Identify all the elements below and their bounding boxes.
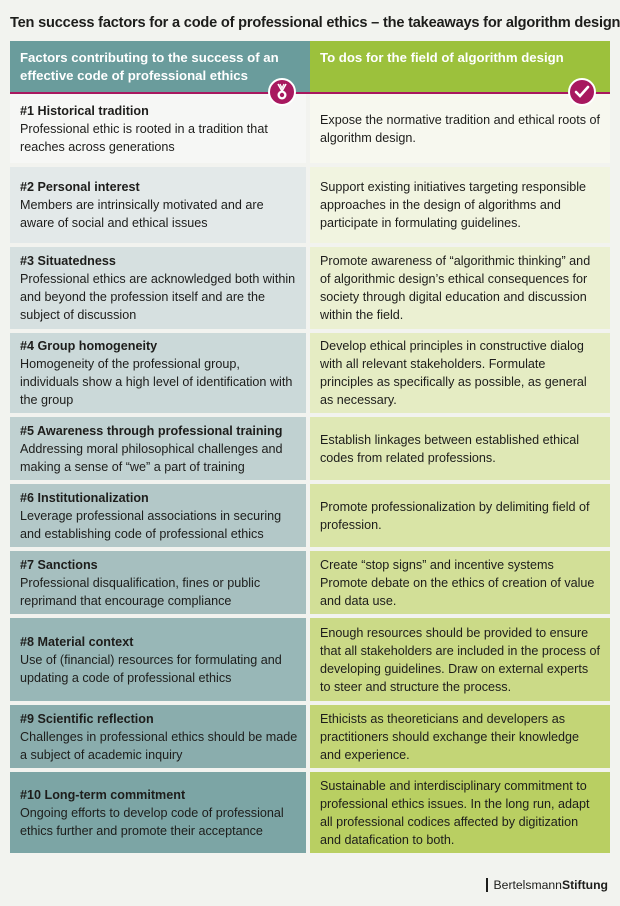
- factor-cell: [10, 551, 310, 618]
- medal-icon: [268, 78, 296, 106]
- brand-bold: Stiftung: [561, 878, 608, 892]
- factor-cell: [10, 484, 310, 551]
- factor-cell: [10, 247, 310, 333]
- factor-title: #6 Institutionalization: [20, 490, 149, 505]
- todo-text: Ethicists as theoreticians and developers as practitioners should exchange their knowledge and experience.: [320, 711, 580, 762]
- factor-description: Challenges in professional ethics should be made a subject of academic inquiry: [20, 729, 298, 762]
- factor-title: #4 Group homogeneity: [20, 339, 158, 353]
- factor-title: #9 Scientific reflection: [20, 711, 154, 726]
- factor-description: Leverage professional associations in securing and establishing code of professional ethics: [20, 508, 282, 541]
- factor-title: #8 Material context: [20, 634, 134, 649]
- todo-text: Create “stop signs” and incentive systems Promote debate on the ethics of creation of value and data use.: [320, 557, 595, 608]
- header-todos: [310, 41, 610, 92]
- page-title: Ten success factors for a code of professional ethics – the takeaways for algorithm design: [10, 15, 620, 31]
- todo-cell: [310, 94, 610, 167]
- todo-cell: [310, 772, 610, 857]
- todo-text: Promote professionalization by delimiting field of profession.: [320, 499, 590, 532]
- todo-cell: [310, 618, 610, 705]
- factor-description: Addressing moral philosophical challenges and making a sense of “we” a part of training: [20, 441, 283, 474]
- logo-bar: [486, 878, 488, 892]
- todo-text: Promote awareness of “algorithmic thinking” and of algorithmic design’s ethical consequences for society through digital education and discussion within the field.: [320, 254, 591, 322]
- factor-description: Professional ethic is rooted in a tradition that reaches across generations: [20, 121, 268, 154]
- factor-description: Professional ethics are acknowledged both within and beyond the profession itself and are the subject of discussion: [20, 272, 296, 322]
- factor-description: Use of (financial) resources for formulating and updating a code of professional ethics: [20, 652, 282, 685]
- factor-cell: [10, 167, 310, 247]
- factor-title: #1 Historical tradition: [20, 103, 149, 118]
- factor-cell: [10, 333, 310, 417]
- factor-title: #10 Long-term commitment: [20, 787, 186, 802]
- factor-title: #2 Personal interest: [20, 180, 140, 194]
- checkmark-icon: [568, 78, 596, 106]
- header-todos-label: To dos for the field of algorithm design: [320, 50, 564, 65]
- publisher-logo: [486, 878, 608, 892]
- factor-cell: [10, 417, 310, 484]
- factor-description: Members are intrinsically motivated and are aware of social and ethical issues: [20, 198, 264, 230]
- factor-title: #5 Awareness through professional training: [20, 423, 283, 438]
- todo-text: Sustainable and interdisciplinary commitment to professional ethics issues. In the long run, adapt all professional codices affected by digitization and datafication to both.: [320, 778, 590, 847]
- factor-description: Homogeneity of the professional group, individuals show a high level of identification with the group: [20, 357, 293, 407]
- factor-cell: [10, 94, 310, 167]
- todo-cell: [310, 484, 610, 551]
- factor-cell: [10, 618, 310, 705]
- todo-cell: [310, 705, 610, 772]
- factor-cell: [10, 705, 310, 772]
- factor-cell: [10, 772, 310, 857]
- todo-cell: [310, 167, 610, 247]
- todo-cell: [310, 247, 610, 333]
- todo-text: Enough resources should be provided to ensure that all stakeholders are included in the process of developing guidelines. Draw on external experts to steer and structure the process.: [320, 625, 601, 694]
- todo-text: Develop ethical principles in constructive dialog with all relevant stakeholders. Formulate principles as specifically as possible, as general as necessary.: [320, 339, 587, 407]
- todo-cell: [310, 333, 610, 417]
- todo-cell: [310, 417, 610, 484]
- todo-cell: [310, 551, 610, 618]
- header-factors: [10, 41, 310, 92]
- header-factors-label: Factors contributing to the success of an effective code of professional ethics: [20, 50, 279, 83]
- todo-text: Expose the normative tradition and ethical roots of algorithm design.: [320, 112, 601, 145]
- factors-table: [10, 41, 610, 857]
- brand-regular: Bertelsmann: [493, 878, 562, 892]
- factor-description: Professional disqualification, fines or public reprimand that encourage compliance: [20, 575, 261, 608]
- factor-description: Ongoing efforts to develop code of professional ethics further and promote their acceptance: [20, 805, 284, 838]
- todo-text: Support existing initiatives targeting responsible approaches in the design of algorithms and participate in formulating guidelines.: [320, 180, 587, 230]
- factor-title: #3 Situatedness: [20, 254, 116, 268]
- factor-title: #7 Sanctions: [20, 557, 98, 572]
- todo-text: Establish linkages between established ethical codes from related professions.: [320, 432, 580, 465]
